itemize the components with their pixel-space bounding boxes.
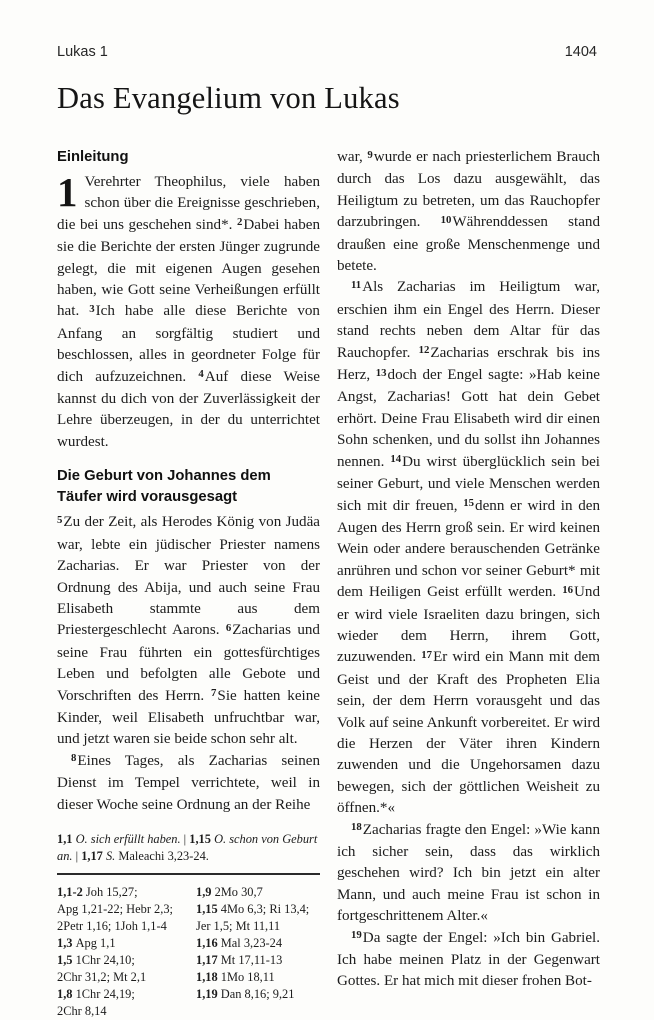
cross-reference-text: 1Chr 24,10;: [75, 952, 135, 967]
right-column: [337, 147, 600, 1020]
cross-reference-line: [196, 918, 320, 935]
text-run: Und er wird viele Israeliten dazu bringen, sich wieder dem Herrn, ihrem Gott, zuzuwenden.: [337, 584, 600, 666]
paragraph: [337, 928, 600, 993]
footnote-reference: 1,17: [81, 848, 103, 863]
text-run: |: [72, 848, 82, 863]
verse-number: 13: [375, 366, 387, 379]
text-run: Auf diese Weise kannst du dich von der Zuverlässigkeit der Lehre überzeugen, in der du unterrichtet wurdest.: [57, 368, 320, 450]
cross-reference-text: 2Chr 31,2; Mt 2,1: [57, 969, 147, 984]
cross-reference-text: Mal 3,23-24: [220, 935, 283, 950]
text-run: Eines Tages, als Zacharias seinen Dienst im Tempel verrichtete, weil in dieser Woche seine Ordnung an der Reihe: [57, 752, 320, 813]
text-run: Er wird ein Mann mit dem Geist und der Kraft des Propheten Elia sein, der dem Herrn vorausgeht und das Volk auf seine Ankunft vorbereitet. Er wird die Herzen der Väter ihren Kindern zuwenden und die Ungehorsamen dazu bewegen, sich der göttlichen Weisheit zu öffnen.*«: [337, 649, 600, 817]
text-run: wurde er nach priesterlichem Brauch durch das Los dazu ausgewählt, das Heiligtum zu betreten, um das Rauchopfer darzubringen.: [337, 149, 600, 231]
cross-reference-line: [57, 884, 194, 901]
cross-reference-verse: 1,16: [196, 935, 221, 950]
cross-reference-verse: 1,5: [57, 952, 76, 967]
paragraph: [57, 751, 320, 816]
text-run: Ich habe alle diese Berichte von Anfang an sorgfältig studiert und beschlossen, alles in geordneter Folge für dich aufzuzeichnen.: [57, 303, 320, 385]
text-run: Sie hatten keine Kinder, weil Elisabeth unfruchtbar war, und jetzt waren sie beide schon sehr alt.: [57, 687, 320, 748]
cross-reference-line: [196, 884, 320, 901]
verse-number: 3: [89, 302, 95, 315]
text-run: Verehrter Theophilus, viele haben schon über die Ereignisse geschrieben, die bei uns geschehen sind*.: [57, 174, 320, 233]
cross-reference-text: Apg 1,1: [75, 935, 116, 950]
left-column: [57, 147, 320, 1020]
cross-reference-line: [57, 901, 194, 918]
chapter-number-dropcap: 1: [57, 169, 78, 215]
cross-reference-line: [57, 969, 194, 986]
cross-reference-line: [57, 1003, 194, 1020]
footnote-italic: O. schon von Geburt an.: [57, 831, 318, 863]
cross-reference-text: 4Mo 6,3; Ri 13,4;: [220, 901, 310, 916]
cross-reference-text: 2Petr 1,16; 1Joh 1,1-4: [57, 918, 167, 933]
verse-number: 11: [351, 278, 362, 291]
section-heading: Die Geburt von Johannes dem Täufer wird vorausgesagt: [57, 468, 271, 506]
text-run: Zacharias fragte den Engel: »Wie kann ich sicher sein, dass das wirklich geschehen wird? Ich bin jetzt ein alter Mann, und auch meine Frau ist schon in fortgeschrittenem Alter.«: [337, 821, 600, 925]
cross-reference-verse: 1,9: [196, 884, 215, 899]
cross-reference-text: 2Chr 8,14: [57, 1003, 107, 1018]
cross-reference-line: [57, 935, 194, 952]
paragraph: [337, 277, 600, 819]
cross-reference-line: [196, 969, 320, 986]
cross-reference-line: [57, 986, 194, 1003]
verse-number: 7: [211, 687, 217, 700]
cross-reference-text: Apg 1,21-22; Hebr 2,3;: [57, 901, 173, 916]
cross-reference-text: 1Chr 24,19;: [75, 986, 135, 1001]
cross-reference-line: [196, 901, 320, 918]
verse-number: 10: [440, 213, 452, 226]
text-run: Du wirst überglücklich sein bei seiner Geburt, und viele Menschen werden sich mit dir freuen,: [337, 453, 600, 514]
footnote-italic: S.: [105, 848, 116, 863]
verse-number: 19: [351, 929, 362, 942]
verse-number: 16: [562, 583, 573, 596]
verse-number: 5: [57, 513, 63, 526]
cross-reference-column: [57, 884, 194, 1020]
footnotes: [57, 831, 320, 865]
text-run: Zacharias erschrak bis ins Herz,: [337, 344, 600, 384]
text-run: Zu der Zeit, als Herodes König von Judäa war, lebte ein jüdischer Priester namens Zacharias. Er war Priester von der Ordnung des Abija, und auch seine Frau Elisabeth stammte aus dem Priestergeschlecht Aarons.: [57, 514, 320, 639]
text-run: Zacharias und seine Frau führten ein gottesfürchtiges Leben und befolgten alle Gebote und Vorschriften des Herrn.: [57, 622, 320, 704]
cross-reference-verse: 1,8: [57, 986, 76, 1001]
text-run: Dabei haben sie die Berichte der ersten Jünger zugrunde gelegt, die mit eigenen Augen gesehen haben, wie Gott seine Verheißungen erfüllt hat.: [57, 216, 320, 320]
book-title: Das Evangelium von Lukas: [57, 81, 400, 115]
verse-number: 9: [367, 148, 373, 161]
cross-reference-line: [196, 935, 320, 952]
text-run: war,: [337, 149, 368, 165]
cross-reference-line: [196, 952, 320, 969]
running-head: [57, 44, 597, 60]
cross-reference-column: [196, 884, 320, 1020]
text-run: Da sagte der Engel: »Ich bin Gabriel. Ich habe meinen Platz in der Gegenwart Gottes. Er hat mich mit dieser frohen Bot-: [337, 929, 600, 990]
footnote-reference: 1,1: [57, 831, 73, 846]
text-run: Maleachi 3,23-24.: [115, 848, 209, 863]
cross-reference-text: Mt 17,11-13: [220, 952, 283, 967]
separator-rule: [57, 873, 320, 875]
paragraph: [337, 820, 600, 928]
paragraph: [57, 169, 320, 453]
text-run: |: [180, 831, 190, 846]
footnote-italic: O. sich erfüllt haben.: [75, 831, 181, 846]
running-head-page-number: 1404: [564, 44, 597, 60]
cross-reference-line: [57, 952, 194, 969]
text-columns: [57, 147, 600, 1020]
section-heading: Einleitung: [57, 149, 129, 165]
cross-reference-text: Dan 8,16; 9,21: [220, 986, 295, 1001]
text-run: Als Zacharias im Heiligtum war, erschien ihm ein Engel des Herrn. Dieser stand rechts neben dem Altar für das Rauchopfer.: [337, 279, 600, 361]
paragraph: [337, 147, 600, 277]
cross-reference-verse: 1,19: [196, 986, 221, 1001]
cross-reference-text: 1Mo 18,11: [220, 969, 275, 984]
verse-number: 6: [225, 621, 232, 634]
verse-number: 8: [71, 752, 77, 765]
cross-references: [57, 884, 320, 1020]
verse-number: 14: [390, 453, 402, 466]
cross-reference-text: Joh 15,27;: [85, 884, 138, 899]
verse-number: 2: [236, 216, 243, 229]
cross-reference-text: Jer 1,5; Mt 11,11: [196, 918, 281, 933]
cross-reference-verse: 1,3: [57, 935, 76, 950]
cross-reference-verse: 1,15: [196, 901, 221, 916]
verse-number: 17: [421, 648, 433, 661]
verse-number: 15: [463, 497, 475, 509]
cross-reference-text: 2Mo 30,7: [214, 884, 263, 899]
verse-number: 18: [351, 821, 362, 834]
cross-reference-verse: 1,1-2: [57, 884, 86, 899]
text-run: Währenddessen stand draußen eine große Menschenmenge und betete.: [337, 214, 600, 275]
verse-number: 12: [418, 344, 430, 357]
text-run: denn er wird in den Augen des Herrn groß sein. Er wird keinen Wein oder andere berauschenden Getränke anrühren und schon vor seiner Geburt* mit dem Heiligen Geist erfüllt werden.: [337, 497, 600, 601]
cross-reference-line: [57, 918, 194, 935]
cross-reference-verse: 1,17: [196, 952, 221, 967]
text-run: doch der Engel sagte: »Hab keine Angst, Zacharias! Gott hat dein Gebet erhört. Deine Frau Elisabeth wird dir einen Sohn schenken, und du sollst ihn Johannes nennen.: [337, 367, 600, 470]
paragraph: [57, 512, 320, 750]
verse-number: 4: [198, 368, 204, 381]
footnote-reference: 1,15: [189, 831, 211, 846]
running-head-book: Lukas 1: [57, 44, 108, 60]
cross-reference-verse: 1,18: [196, 969, 221, 984]
cross-reference-line: [196, 986, 320, 1003]
